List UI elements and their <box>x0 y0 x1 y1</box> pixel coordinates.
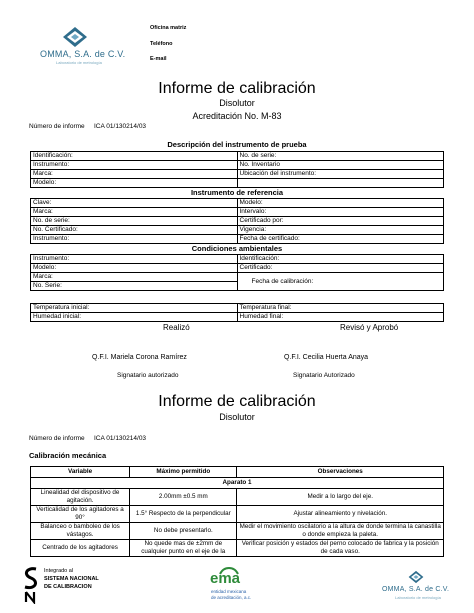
table-row <box>31 523 444 540</box>
table-cell: Verticalidad de los agitadores a 90° <box>31 506 130 523</box>
table-row <box>31 170 444 179</box>
table-row <box>31 313 444 322</box>
made-by-role: Signatario autorizado <box>117 372 179 379</box>
table-cell: Centrado de los agitadores <box>31 540 130 557</box>
table-cell: Certificado por: <box>237 217 444 226</box>
table-row <box>31 255 444 264</box>
report-title: Informe de calibración <box>158 80 316 97</box>
snc-logo-icon <box>20 566 42 604</box>
accreditation: Acreditación No. M-83 <box>192 111 282 121</box>
table-cell: Identificación: <box>31 152 238 161</box>
reference-heading: Instrumento de referencia <box>190 188 284 197</box>
report-title-2: Informe de calibración <box>158 393 316 410</box>
table-cell: No. Inventario <box>237 161 444 170</box>
table-row <box>31 161 444 170</box>
footer-integrated: Integrado al <box>44 568 74 574</box>
table-row <box>31 217 444 226</box>
instrument-table <box>30 151 444 188</box>
table-cell: Instrumento: <box>31 235 238 244</box>
footer-system-2: DE CALIBRACION <box>44 584 92 590</box>
approved-by-name: Q.F.I. Cecilia Huerta Anaya <box>284 354 369 361</box>
ema-tagline-1: entidad mexicana <box>211 589 247 594</box>
table-row <box>31 489 444 506</box>
table-cell: Intervalo: <box>237 208 444 217</box>
table-cell: Vigencia: <box>237 226 444 235</box>
table-cell: 1.5° Respecto de la perpendicular <box>130 506 237 523</box>
table-row <box>31 226 444 235</box>
table-cell: Ubicación del instrumento: <box>237 170 444 179</box>
report-number: ICA 01/130214/03 <box>94 123 147 130</box>
environment-table <box>30 254 444 291</box>
table-cell: Linealidad del dispositivo de agitación. <box>31 489 130 506</box>
table-cell: No. Certificado: <box>31 226 238 235</box>
approved-by-label: Revisó y Aprobó <box>340 323 399 332</box>
email-label: E-mail <box>150 56 167 62</box>
table-cell <box>237 179 444 188</box>
ema-logo-text: ema <box>210 570 241 587</box>
report-number-2: ICA 01/130214/03 <box>94 435 147 442</box>
group-row <box>31 478 444 489</box>
environment-heading: Condiciones ambientales <box>191 244 283 253</box>
table-cell: Ajustar alineamiento y nivelación. <box>237 506 444 523</box>
table-header-row <box>31 467 444 478</box>
ema-tagline-2: de acreditación, a.c. <box>211 595 252 600</box>
table-cell: Certificado: <box>237 264 444 273</box>
footer-tagline: Laboratorio de metrología <box>395 595 441 600</box>
report-number-label: Número de informe <box>29 123 85 130</box>
table-cell: No. de serie: <box>237 152 444 161</box>
table-cell: Verificar posición y estados del perno colocado de fabrica y la posición de cada vaso. <box>237 540 444 557</box>
table-row <box>31 264 444 273</box>
mechanical-table <box>30 466 444 557</box>
table-row <box>31 199 444 208</box>
company-tagline: Laboratorio de metrología <box>56 60 102 65</box>
report-subtitle: Disolutor <box>219 98 255 108</box>
table-cell: Temperatura final: <box>237 304 444 313</box>
table-cell: Medir el movimiento oscilatorio a la altura de donde termina la canastilla o donde empieza la paleta. <box>237 523 444 540</box>
table-cell: Marca: <box>31 170 238 179</box>
table-row <box>31 273 444 282</box>
column-header: Máximo permitido <box>130 467 237 478</box>
table-cell: No. de serie: <box>31 217 238 226</box>
table-cell: Medir a lo largo del eje. <box>237 489 444 506</box>
table-cell: Instrumento: <box>31 255 238 264</box>
office-label: Oficina matriz <box>150 25 187 31</box>
table-cell: Instrumento: <box>31 161 238 170</box>
table-cell: Temperatura inicial: <box>31 304 238 313</box>
table-cell: Identificación: <box>237 255 444 264</box>
table-row <box>31 179 444 188</box>
report-number-label-2: Número de informe <box>29 435 85 442</box>
phone-label: Teléfono <box>150 41 173 47</box>
table-cell: Clave: <box>31 199 238 208</box>
reference-table <box>30 198 444 244</box>
table-cell: Modelo: <box>237 199 444 208</box>
temperature-table <box>30 303 444 322</box>
omma-footer-logo-icon <box>408 570 424 584</box>
made-by-label: Realizó <box>163 323 190 332</box>
table-cell: Modelo: <box>31 264 238 273</box>
table-cell: Aparato 1 <box>31 478 444 489</box>
approved-by-role: Signatario Autorizado <box>293 372 355 379</box>
instrument-heading: Descripción del instrumento de prueba <box>167 140 307 149</box>
company-name: OMMA, S.A. de C.V. <box>40 49 126 59</box>
report-subtitle-2: Disolutor <box>219 412 255 422</box>
table-cell: Fecha de calibración: <box>237 273 444 291</box>
table-cell: Balanceo o bamboleo de los vástagos. <box>31 523 130 540</box>
table-cell: Marca: <box>31 208 238 217</box>
footer-system-1: SISTEMA NACIONAL <box>44 576 99 582</box>
table-row <box>31 304 444 313</box>
table-cell: No. Serie: <box>31 282 238 291</box>
table-cell: Marca: <box>31 273 238 282</box>
table-cell: Modelo: <box>31 179 238 188</box>
table-row <box>31 208 444 217</box>
table-row <box>31 540 444 557</box>
column-header: Variable <box>31 467 130 478</box>
mechanical-section-title: Calibración mecánica <box>29 451 107 460</box>
omma-logo-icon <box>62 26 88 48</box>
made-by-name: Q.F.I. Mariela Corona Ramírez <box>92 354 187 361</box>
table-cell: Humedad inicial: <box>31 313 238 322</box>
table-row <box>31 506 444 523</box>
table-cell: No debe presentarlo. <box>130 523 237 540</box>
table-row <box>31 152 444 161</box>
footer-company: OMMA, S.A. de C.V. <box>382 586 450 593</box>
table-row <box>31 235 444 244</box>
table-cell: 2.00mm ±0.5 mm <box>130 489 237 506</box>
table-cell: Fecha de certificado: <box>237 235 444 244</box>
table-cell: No quede mas de ±2mm de cualquier punto en el eje de la <box>130 540 237 557</box>
table-cell: Humedad final: <box>237 313 444 322</box>
column-header: Observaciones <box>237 467 444 478</box>
